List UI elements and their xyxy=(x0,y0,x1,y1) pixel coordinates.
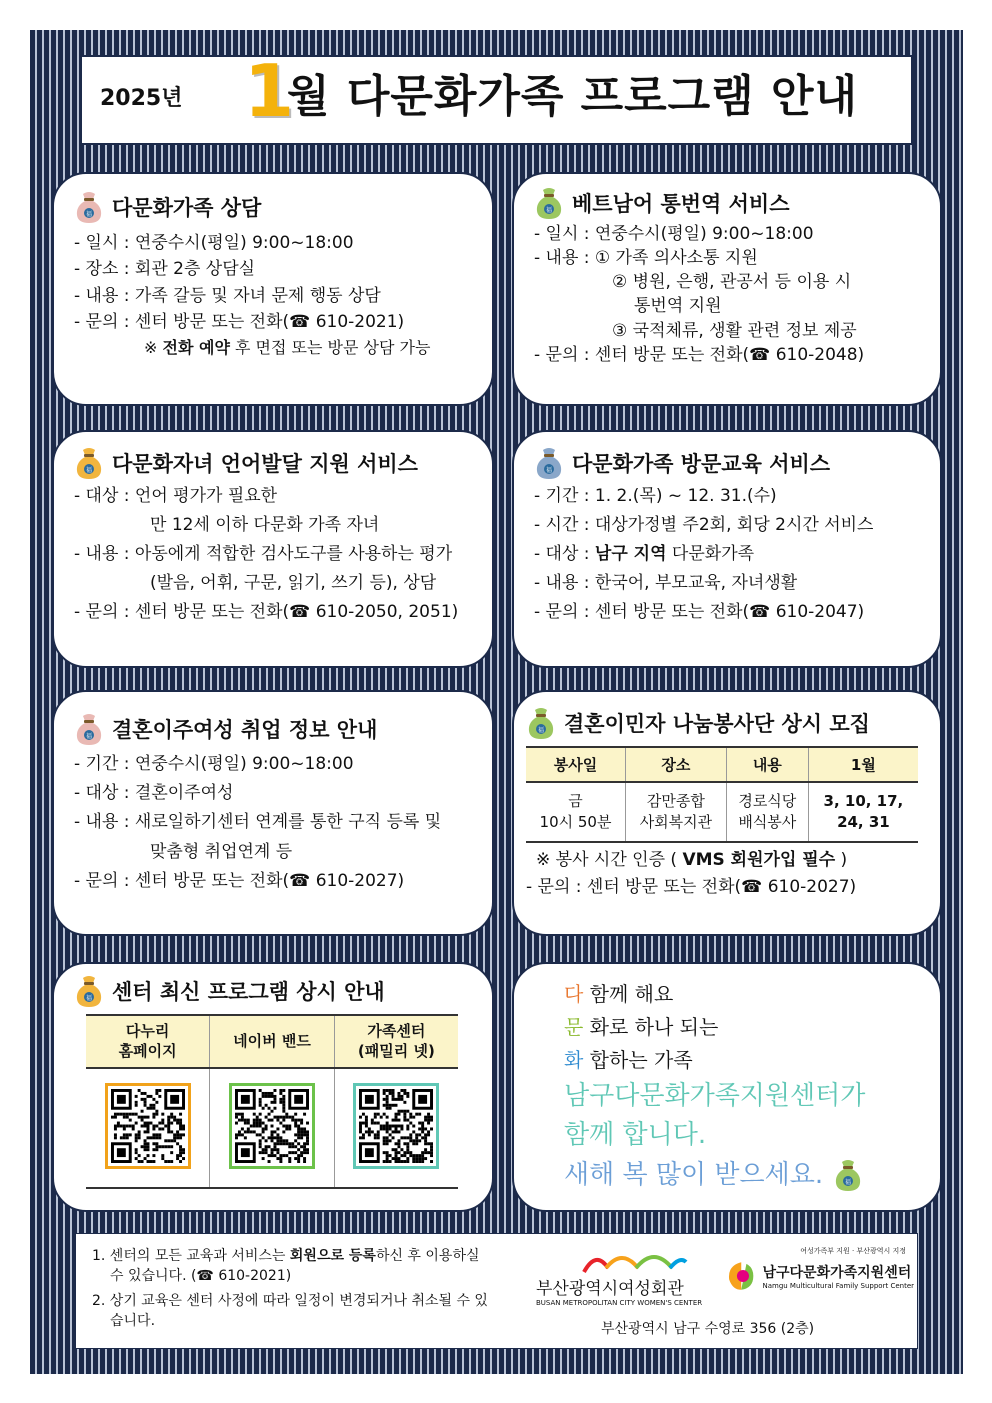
lucky-bag-icon xyxy=(534,446,564,480)
slogan-line-2: 문 화로 하나 되는 xyxy=(564,1015,719,1039)
year-label: 2025년 xyxy=(100,86,183,111)
language-line-3: - 내용 : 아동에게 적합한 검사도구를 사용하는 평가 xyxy=(74,543,453,564)
col-month: 1월 xyxy=(808,747,918,782)
namgu-center-logo xyxy=(724,1246,914,1296)
page-title: 월 다문화가족 프로그램 안내 xyxy=(287,71,859,122)
volunteer-card xyxy=(512,690,942,936)
counsel-line-2: - 장소 : 회관 2층 상담실 xyxy=(74,259,256,280)
womens-center-logo xyxy=(536,1246,716,1307)
lucky-bag-icon xyxy=(74,974,104,1008)
slogan-card xyxy=(512,962,942,1212)
family-net-qr-code[interactable] xyxy=(353,1083,439,1169)
vietnamese-line-4: 통번역 지원 xyxy=(634,296,722,317)
language-title: 다문화자녀 언어발달 지원 서비스 xyxy=(112,452,418,476)
vietnamese-card xyxy=(512,172,942,406)
table-row xyxy=(526,782,918,842)
language-line-2: 만 12세 이하 다문화 가족 자녀 xyxy=(150,514,380,535)
volunteer-title: 결혼이민자 나눔봉사단 상시 모집 xyxy=(564,712,870,736)
namgu-center-logo-mark xyxy=(724,1256,758,1296)
qr-table xyxy=(86,1014,458,1189)
slogan-new-year: 새해 복 많이 받으세요. xyxy=(564,1155,920,1195)
danuri-qr-code[interactable] xyxy=(105,1083,191,1169)
vietnamese-line-6: - 문의 : 센터 방문 또는 전화(☎ 610-2048) xyxy=(534,344,865,365)
womens-center-name: 부산광역시여성회관 xyxy=(536,1279,684,1299)
lucky-bag-icon xyxy=(74,190,104,224)
vietnamese-line-2: - 내용 : ① 가족 의사소통 지원 xyxy=(534,248,758,269)
language-line-5: - 문의 : 센터 방문 또는 전화(☎ 610-2050, 2051) xyxy=(74,601,459,622)
lucky-bag-icon xyxy=(833,1155,863,1195)
col-work: 내용 xyxy=(726,747,808,782)
center-address: 부산광역시 남구 수영로 356 (2층) xyxy=(601,1321,815,1337)
col-naver-band: 네이버 밴드 xyxy=(210,1015,334,1068)
month-number: 1 xyxy=(244,49,295,133)
language-line-1: - 대상 : 언어 평가가 필요한 xyxy=(74,486,278,506)
slogan-center-name: 남구다문화가족지원센터가 xyxy=(564,1081,866,1111)
employment-line-5: - 문의 : 센터 방문 또는 전화(☎ 610-2027) xyxy=(74,870,405,891)
visiting-line-1: - 기간 : 1. 2.(목) ~ 12. 31.(수) xyxy=(534,486,777,506)
footer-notes xyxy=(92,1246,492,1335)
namgu-center-tagline: 여성가족부 지원 · 부산광역시 지정 xyxy=(800,1247,906,1255)
womens-center-name-en: BUSAN METROPOLITAN CITY WOMEN'S CENTER xyxy=(536,1299,703,1307)
programs-title: 센터 최신 프로그램 상시 안내 xyxy=(112,980,385,1004)
slogan-line-3: 화 합하는 가족 xyxy=(564,1048,693,1072)
lucky-bag-icon xyxy=(74,712,104,746)
counsel-line-3: - 내용 : 가족 갈등 및 자녀 문제 행동 상담 xyxy=(74,285,381,306)
visiting-title: 다문화가족 방문교육 서비스 xyxy=(572,452,831,476)
namgu-center-name: 남구다문화가족지원센터 xyxy=(762,1265,912,1281)
volunteer-note: ※ 봉사 시간 인증 ( VMS 회원가입 필수 ) xyxy=(536,850,848,870)
counsel-note: ※ 전화 예약 후 면접 또는 방문 상담 가능 xyxy=(144,338,431,358)
cell-dates: 3, 10, 17, 24, 31 xyxy=(808,782,918,842)
visiting-line-5: - 문의 : 센터 방문 또는 전화(☎ 610-2047) xyxy=(534,601,865,622)
lucky-bag-icon xyxy=(74,446,104,480)
col-place: 장소 xyxy=(626,747,727,782)
slogan-together: 함께 합니다. xyxy=(564,1120,707,1150)
cell-work: 경로식당 배식봉사 xyxy=(726,782,808,842)
slogan-line-1: 다 함께 해요 xyxy=(564,982,674,1006)
vietnamese-line-1: - 일시 : 연중수시(평일) 9:00~18:00 xyxy=(534,224,814,244)
col-family-net: 가족센터 (패밀리 넷) xyxy=(334,1015,458,1068)
visiting-card xyxy=(512,430,942,668)
counsel-title: 다문화가족 상담 xyxy=(112,196,262,220)
namgu-center-name-en: Namgu Multicultural Family Support Center xyxy=(762,1282,914,1290)
volunteer-table xyxy=(526,746,918,843)
womens-center-logo-mark xyxy=(580,1246,690,1274)
employment-line-1: - 기간 : 연중수시(평일) 9:00~18:00 xyxy=(74,754,354,774)
programs-card xyxy=(52,962,494,1212)
language-card xyxy=(52,430,494,668)
counsel-card xyxy=(52,172,494,406)
employment-line-2: - 대상 : 결혼이주여성 xyxy=(74,783,234,804)
cell-place: 감만종합 사회복지관 xyxy=(626,782,727,842)
title-bar xyxy=(80,49,913,145)
volunteer-contact: - 문의 : 센터 방문 또는 전화(☎ 610-2027) xyxy=(526,877,857,898)
visiting-line-2: - 시간 : 대상가정별 주2회, 회당 2시간 서비스 xyxy=(534,514,874,535)
naver-band-qr-code[interactable] xyxy=(229,1083,315,1169)
lucky-bag-icon xyxy=(534,186,564,220)
footer-note-1: 1. 센터의 모든 교육과 서비스는 회원으로 등록하신 후 이용하실 수 있습니다. (☎ 610-2021) xyxy=(92,1248,480,1285)
vietnamese-title: 베트남어 통번역 서비스 xyxy=(572,192,790,216)
employment-line-3: - 내용 : 새로일하기센터 연계를 통한 구직 등록 및 xyxy=(74,812,442,833)
footer-note-2: 2. 상기 교육은 센터 사정에 따라 일정이 변경되거나 취소될 수 있습니다. xyxy=(92,1292,488,1329)
footer xyxy=(75,1233,918,1349)
col-danuri: 다누리 홈페이지 xyxy=(86,1015,210,1068)
cell-day: 금 10시 50분 xyxy=(526,782,626,842)
vietnamese-line-5: ③ 국적체류, 생활 관련 정보 제공 xyxy=(612,320,857,341)
visiting-line-4: - 내용 : 한국어, 부모교육, 자녀생활 xyxy=(534,572,798,593)
language-line-4: (발음, 어휘, 구문, 읽기, 쓰기 등), 상담 xyxy=(150,572,437,593)
employment-title: 결혼이주여성 취업 정보 안내 xyxy=(112,718,378,742)
employment-card xyxy=(52,690,494,936)
employment-line-4: 맞춤형 취업연계 등 xyxy=(150,841,293,862)
visiting-line-3: - 대상 : 남구 지역 다문화가족 xyxy=(534,543,755,564)
lucky-bag-icon xyxy=(526,706,556,740)
col-day: 봉사일 xyxy=(526,747,626,782)
vietnamese-line-3: ② 병원, 은행, 관공서 등 이용 시 xyxy=(612,272,852,293)
counsel-line-1: - 일시 : 연중수시(평일) 9:00~18:00 xyxy=(74,233,354,253)
counsel-line-4: - 문의 : 센터 방문 또는 전화(☎ 610-2021) xyxy=(74,312,405,333)
